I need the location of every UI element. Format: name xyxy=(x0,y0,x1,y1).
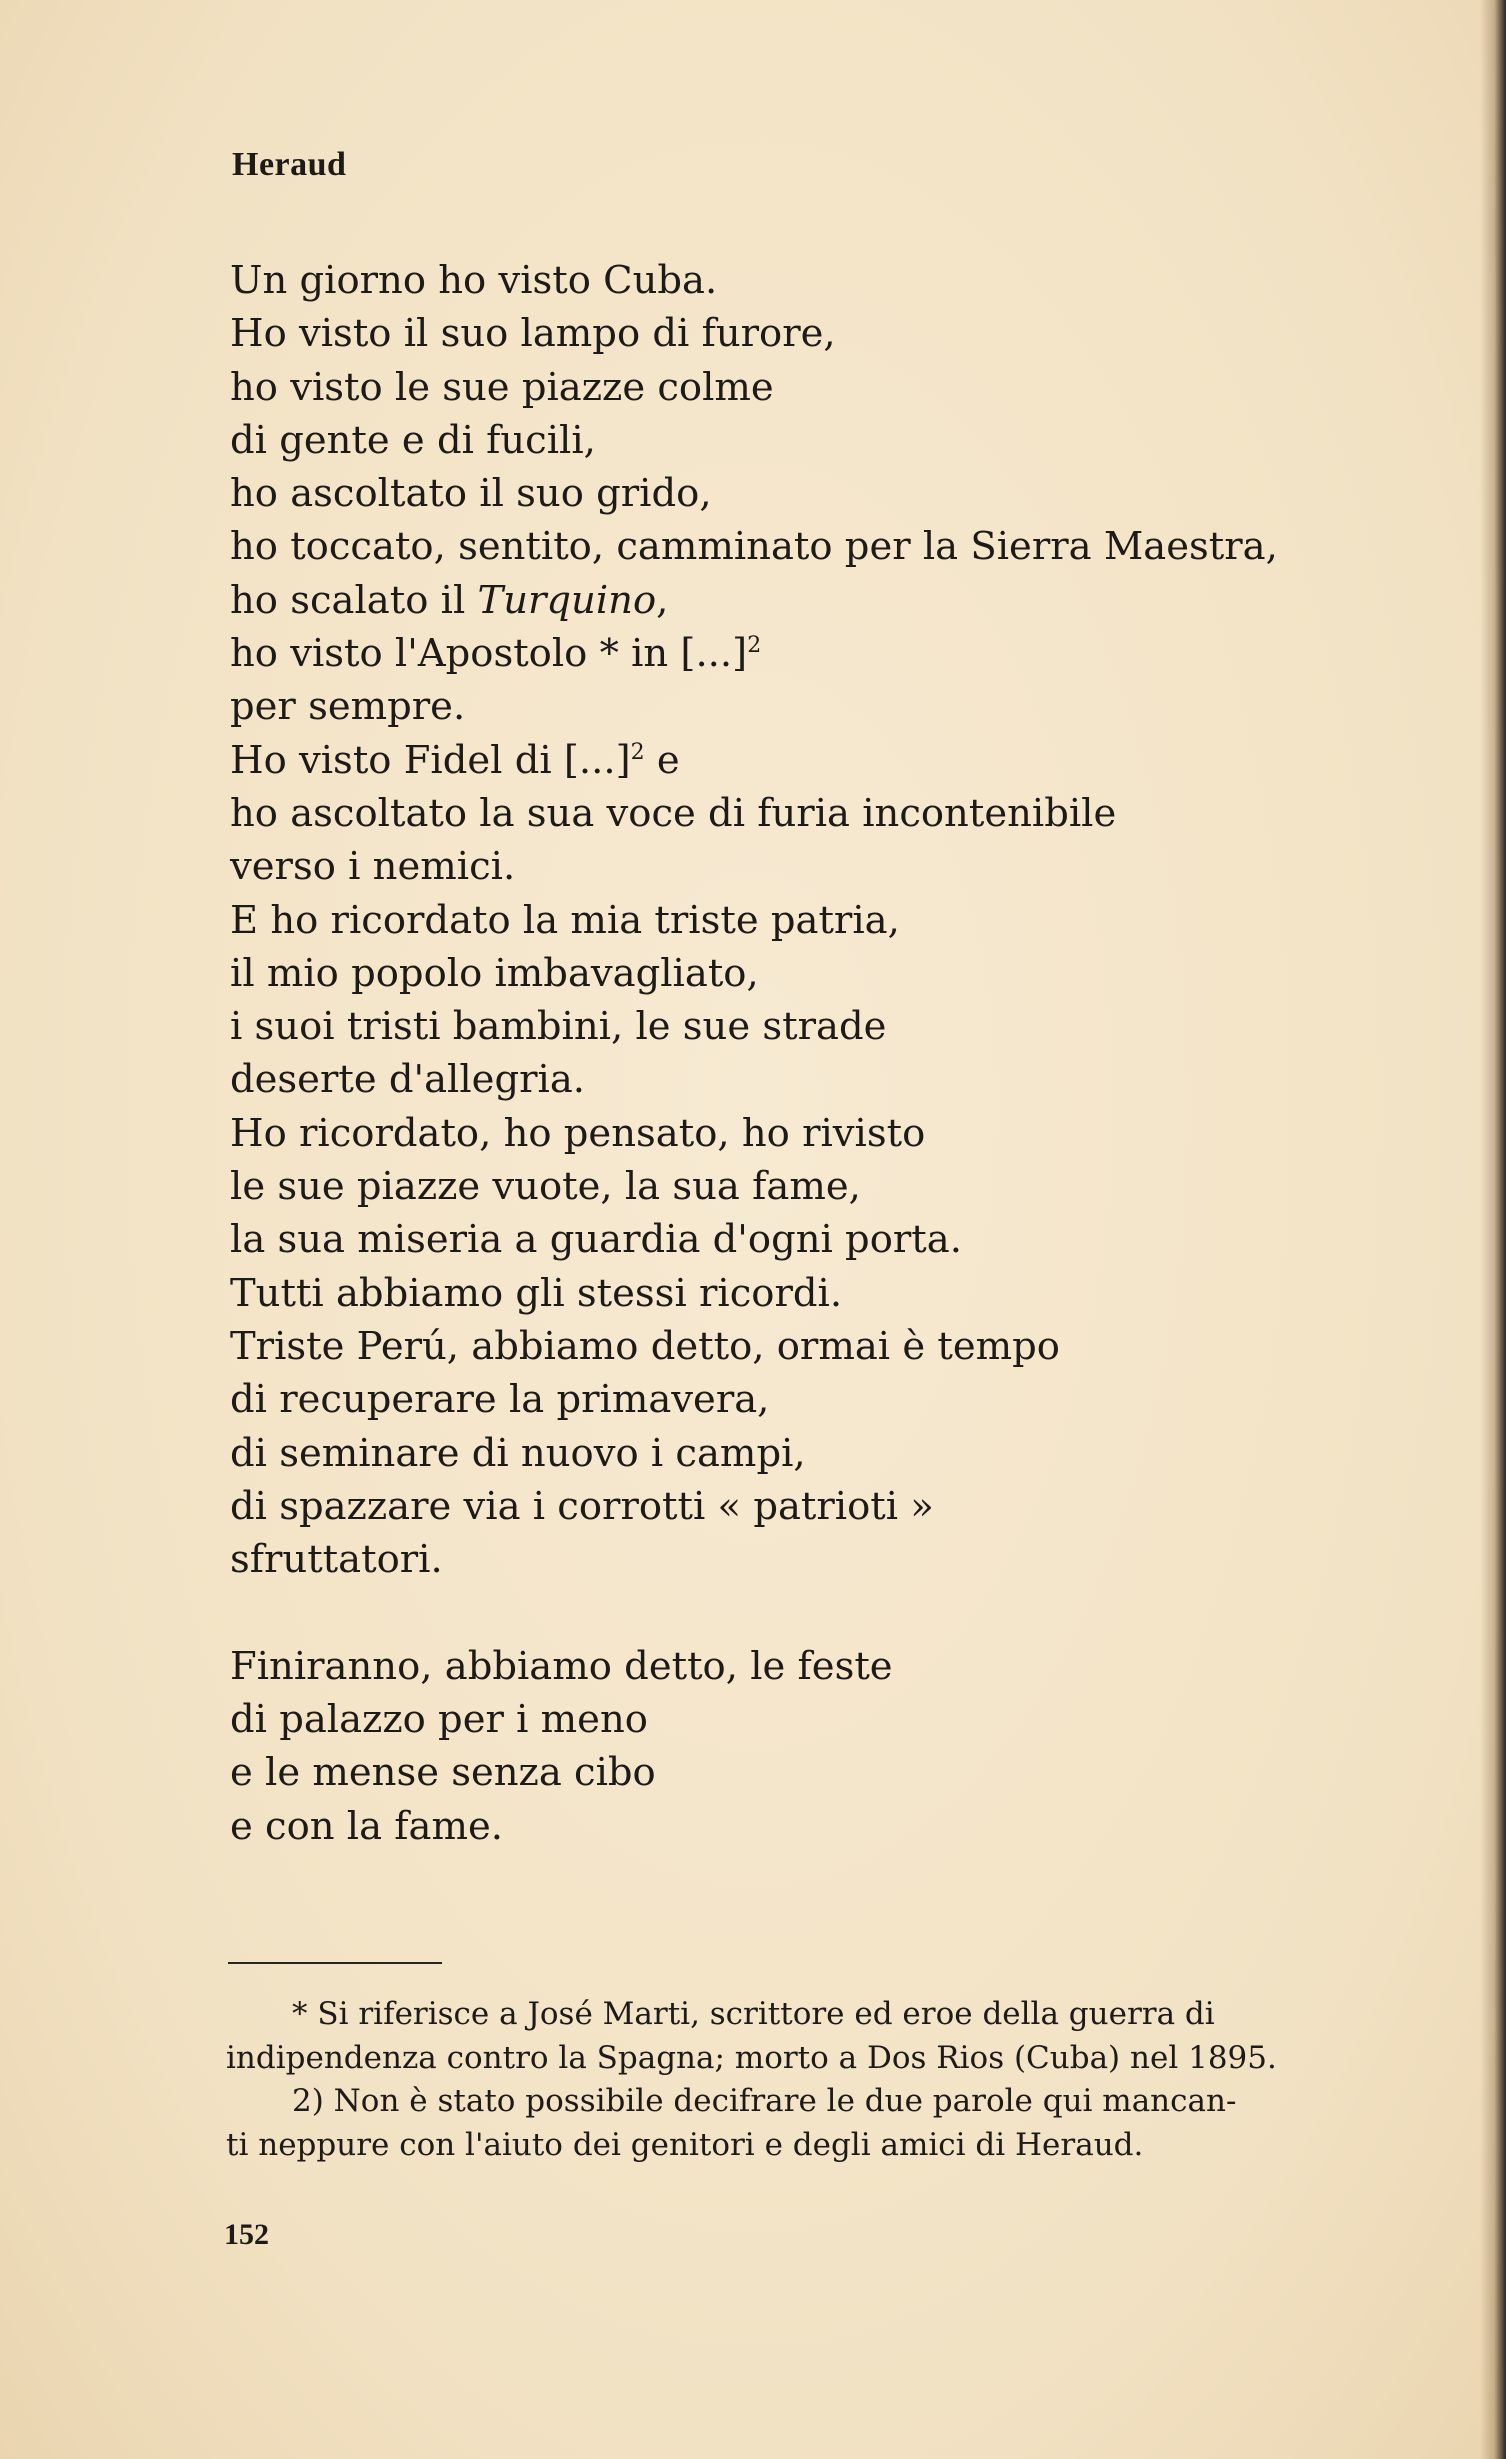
poem-line xyxy=(230,627,1278,680)
poem-line: il mio popolo imbavagliato, xyxy=(230,950,759,996)
footnote-text: 2) Non è stato possibile decifrare le due parole qui mancan- xyxy=(292,2083,1237,2119)
poem-line: Un giorno ho visto Cuba. xyxy=(230,258,718,303)
page-number: 152 xyxy=(224,2218,269,2251)
poem-line: Tutti abbiamo gli stessi ricordi. xyxy=(230,1270,843,1316)
poem-line-text: ho visto l'Apostolo * in [...] xyxy=(230,631,748,677)
poem-line: di gente e di fucili, xyxy=(230,417,596,463)
poem-line: verso i nemici. xyxy=(230,844,516,890)
footnote-line xyxy=(226,2080,1394,2124)
poem-line-text: ho scalato il xyxy=(230,577,478,623)
poem-text xyxy=(230,254,1278,1853)
poem-line-text: , xyxy=(656,577,669,623)
footnote-line: ti neppure con l'aiuto dei genitori e degli amici di Heraud. xyxy=(226,2126,1144,2163)
poem-line: Triste Perú, abbiamo detto, ormai è tempo xyxy=(230,1323,1060,1369)
poem-line: le sue piazze vuote, la sua fame, xyxy=(230,1164,861,1210)
footnote-marker: 2 xyxy=(630,739,645,765)
poem-line: e le mense senza cibo xyxy=(230,1750,656,1796)
footnote-text: * Si riferisce a José Marti, scrittore ed eroe della guerra di xyxy=(292,1996,1215,2032)
poem-line-text: e xyxy=(644,737,680,783)
poem-line: per sempre. xyxy=(230,684,466,730)
poem-line: Ho ricordato, ho pensato, ho rivisto xyxy=(230,1110,926,1156)
poem-line-text: Ho visto Fidel di [...] xyxy=(230,737,631,783)
poem-line: Finiranno, abbiamo detto, le feste xyxy=(230,1643,893,1689)
poem-line: Ho visto il suo lampo di furore, xyxy=(230,311,836,357)
footnote-separator-rule xyxy=(228,1962,442,1964)
running-head: Heraud xyxy=(232,146,347,183)
page-edge-shadow xyxy=(1480,0,1506,2459)
poem-line: di recuperare la primavera, xyxy=(230,1377,770,1423)
poem-line: E ho ricordato la mia triste patria, xyxy=(230,897,900,943)
footnote-asterisk xyxy=(226,1993,1394,2080)
poem-line xyxy=(230,734,1278,787)
footnote-line xyxy=(226,1993,1394,2037)
poem-line: e con la fame. xyxy=(230,1803,504,1849)
stanza-break xyxy=(230,1586,1278,1639)
poem-line: ho toccato, sentito, camminato per la Sierra Maestra, xyxy=(230,524,1278,570)
poem-line: di seminare di nuovo i campi, xyxy=(230,1430,806,1476)
poem-line: di palazzo per i meno xyxy=(230,1697,648,1743)
place-name-italic: Turquino xyxy=(477,577,657,623)
poem-line: la sua miseria a guardia d'ogni porta. xyxy=(230,1217,962,1263)
footnote-2 xyxy=(226,2080,1394,2167)
poem-line: i suoi tristi bambini, le sue strade xyxy=(230,1004,887,1050)
poem-line xyxy=(230,574,1278,627)
poem-line: ho ascoltato il suo grido, xyxy=(230,471,712,517)
poem-line: deserte d'allegria. xyxy=(230,1057,586,1103)
footnote-marker: 2 xyxy=(747,633,762,659)
footnote-line: indipendenza contro la Spagna; morto a Dos Rios (Cuba) nel 1895. xyxy=(226,2039,1277,2076)
poem-line: di spazzare via i corrotti « patrioti » xyxy=(230,1483,934,1529)
poem-line: sfruttatori. xyxy=(230,1537,443,1583)
footnotes xyxy=(226,1993,1394,2167)
poem-line: ho visto le sue piazze colme xyxy=(230,364,774,410)
poem-line: ho ascoltato la sua voce di furia incontenibile xyxy=(230,790,1117,836)
